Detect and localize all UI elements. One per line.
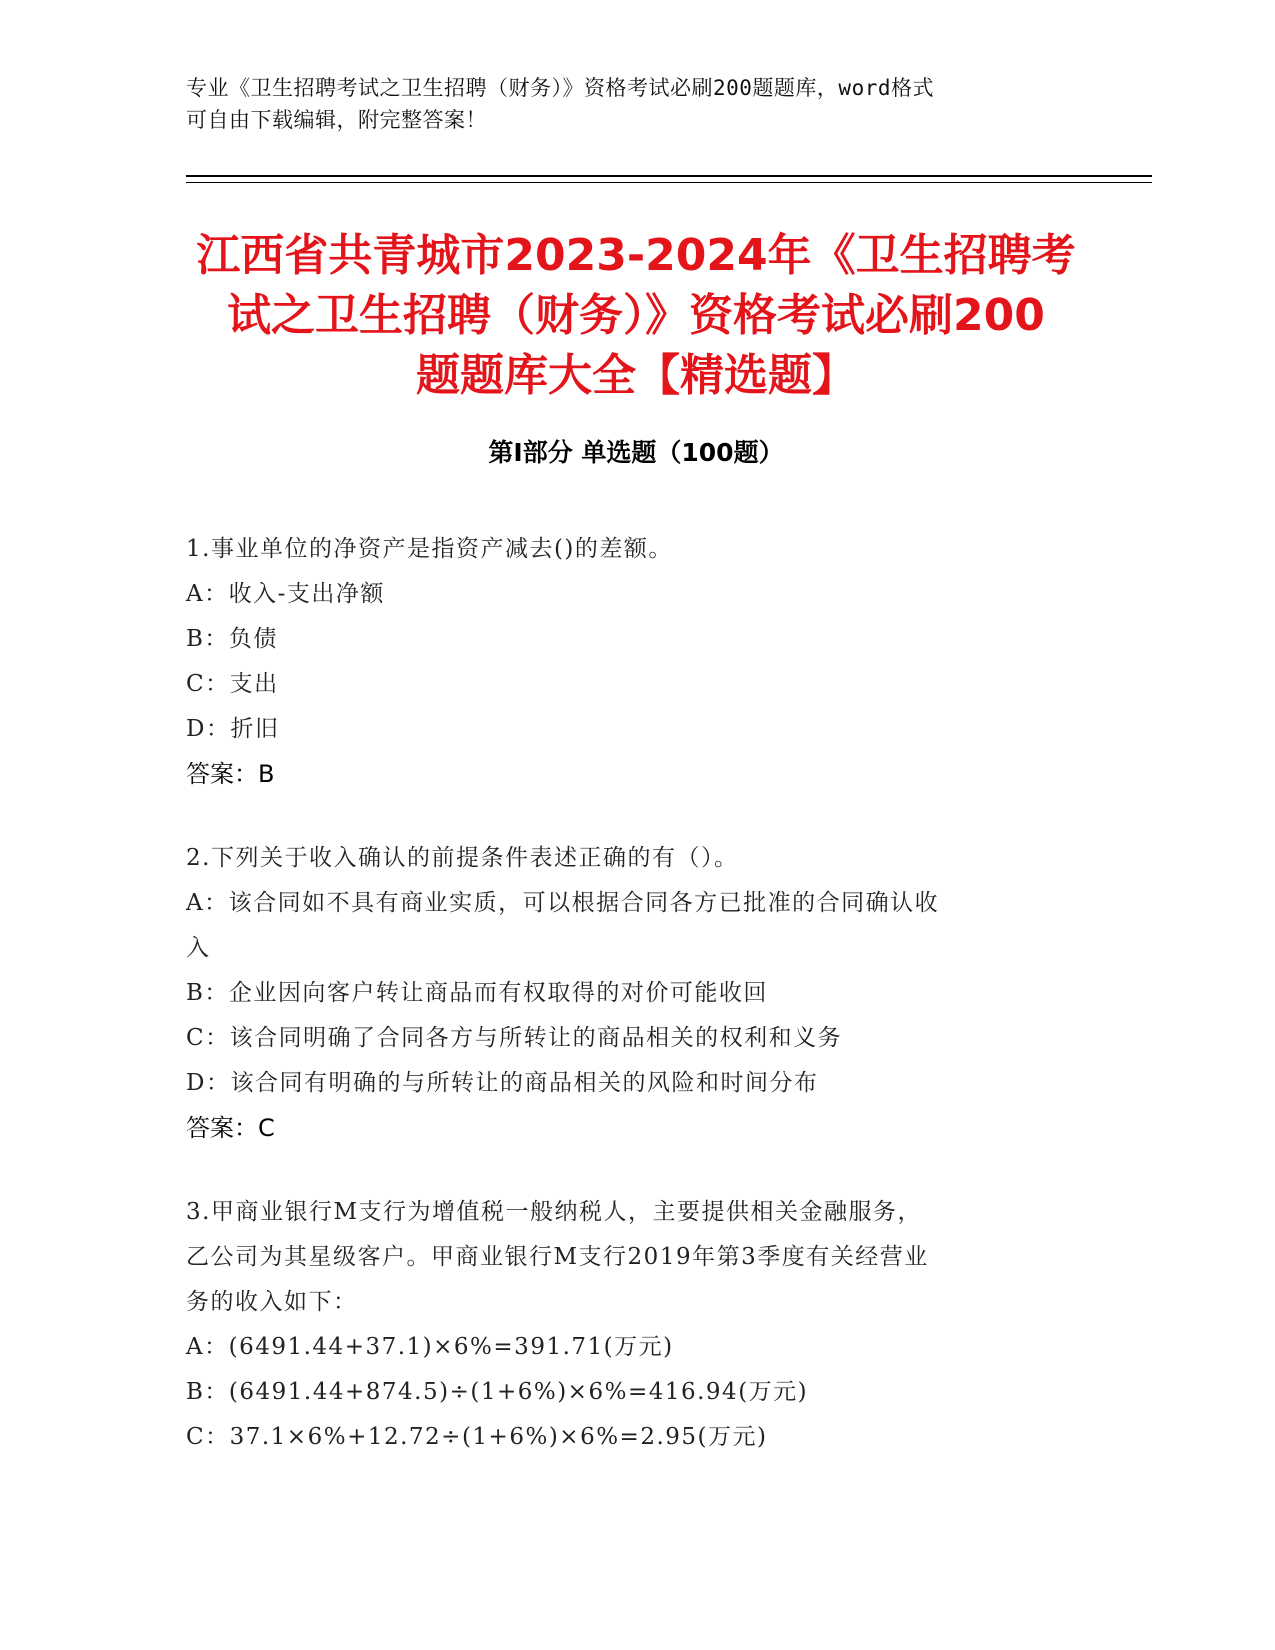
document-title-line-1: 江西省共青城市2023-2024年《卫生招聘考 xyxy=(196,230,1076,281)
document-title-line-3: 题题库大全【精选题】 xyxy=(416,350,856,401)
answer-line: 答案：B xyxy=(186,760,275,788)
header-note xyxy=(186,72,1066,136)
option-b: B：负债 xyxy=(186,626,278,652)
question-list xyxy=(186,527,1086,1499)
header-note-line-2: 可自由下载编辑，附完整答案！ xyxy=(186,108,487,132)
option-c: C：该合同明确了合同各方与所转让的商品相关的权利和义务 xyxy=(186,1025,843,1051)
option-b: B：(6491.44+874.5)÷(1+6%)×6%=416.94(万元) xyxy=(186,1379,809,1405)
option-a: A：(6491.44+37.1)×6%=391.71(万元) xyxy=(186,1334,674,1360)
option-a: A：该合同如不具有商业实质，可以根据合同各方已批准的合同确认收 xyxy=(186,890,940,916)
option-a: A：收入-支出净额 xyxy=(186,581,385,607)
header-rule-thick xyxy=(186,175,1152,177)
option-b: B：企业因向客户转让商品而有权取得的对价可能收回 xyxy=(186,980,768,1006)
question-stem: 2.下列关于收入确认的前提条件表述正确的有（）。 xyxy=(186,845,739,871)
question-1 xyxy=(186,527,1086,797)
question-2 xyxy=(186,836,1086,1151)
question-stem-line-3: 务的收入如下： xyxy=(186,1289,358,1315)
option-c: C：支出 xyxy=(186,671,279,697)
question-stem-line-1: 3.甲商业银行M支行为增值税一般纳税人，主要提供相关金融服务， xyxy=(186,1199,922,1225)
answer-line: 答案：C xyxy=(186,1114,275,1142)
document-title xyxy=(186,226,1086,406)
question-3 xyxy=(186,1190,1086,1460)
option-a-continued: 入 xyxy=(186,935,211,961)
header-rule-thin xyxy=(186,182,1152,183)
document-title-line-2: 试之卫生招聘（财务）》资格考试必刷200 xyxy=(227,290,1045,341)
question-stem: 1.事业单位的净资产是指资产减去()的差额。 xyxy=(186,536,673,562)
option-d: D：该合同有明确的与所转让的商品相关的风险和时间分布 xyxy=(186,1070,819,1096)
option-c: C：37.1×6%+12.72÷(1+6%)×6%=2.95(万元) xyxy=(186,1424,768,1450)
question-stem-line-2: 乙公司为其星级客户。甲商业银行M支行2019年第3季度有关经营业 xyxy=(186,1244,929,1270)
section-title: 第Ⅰ部分 单选题（100题） xyxy=(488,438,784,467)
header-note-line-1: 专业《卫生招聘考试之卫生招聘（财务）》资格考试必刷200题题库，word格式 xyxy=(186,76,934,100)
option-d: D：折旧 xyxy=(186,716,280,742)
